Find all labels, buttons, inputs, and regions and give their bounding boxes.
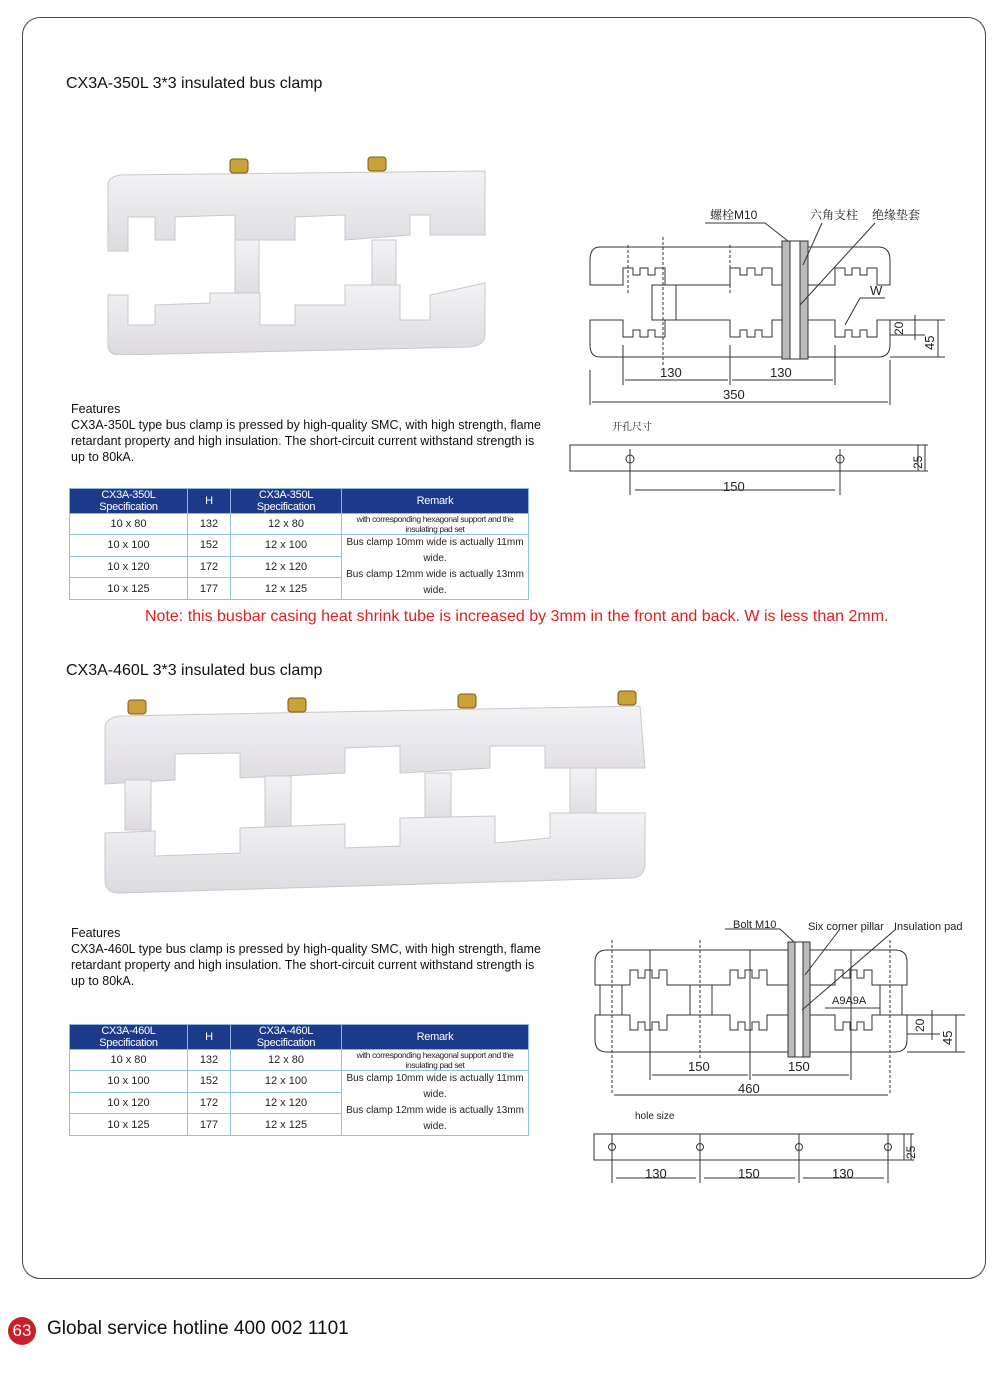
label-pillar: Six corner pillar xyxy=(808,921,884,933)
remark-line: Bus clamp 12mm wide is actually 13mm wide. xyxy=(346,569,524,596)
cell: 172 xyxy=(188,1092,231,1114)
bolt-icon xyxy=(230,157,386,173)
col-header: CX3A-460L Specification xyxy=(231,1025,342,1050)
col-header: H xyxy=(188,1025,231,1050)
col-header: CX3A-350L Specification xyxy=(70,489,188,514)
col-header: CX3A-460L Specification xyxy=(70,1025,188,1050)
dim-20: 20 xyxy=(913,1018,927,1032)
dim-130: 130 xyxy=(660,365,682,380)
product1-title: CX3A-350L 3*3 insulated bus clamp xyxy=(66,75,323,92)
product2-technical-drawing xyxy=(580,910,980,1195)
hole-size-label: 开孔尺寸 xyxy=(612,422,652,433)
hotline-text: Global service hotline 400 002 1101 xyxy=(47,1318,349,1339)
remark-cell xyxy=(342,535,529,600)
cell: 12 x 80 xyxy=(231,514,342,535)
clamp-body xyxy=(105,706,645,893)
note-text: Note: this busbar casing heat shrink tube is increased by 3mm in the front and back. W is less than 2mm. xyxy=(145,608,889,625)
label-pillar: 六角支柱 xyxy=(810,208,859,222)
remark-line: Bus clamp 10mm wide is actually 11mm wide. xyxy=(346,537,524,564)
product1-photo xyxy=(100,155,490,355)
cell: 10 x 125 xyxy=(70,1114,188,1136)
cell: 10 x 80 xyxy=(70,514,188,535)
dim-45: 45 xyxy=(940,1030,955,1045)
cell: 10 x 120 xyxy=(70,556,188,578)
hole-dim-130: 130 xyxy=(832,1166,854,1181)
hole-dim-150: 150 xyxy=(738,1166,760,1181)
label-pad: Insulation pad xyxy=(894,921,963,933)
col-header: H xyxy=(188,489,231,514)
product2-features xyxy=(71,925,546,989)
cell: 10 x 125 xyxy=(70,578,188,600)
features-label: Features xyxy=(71,402,121,416)
cell: 12 x 100 xyxy=(231,1071,342,1093)
cell: 177 xyxy=(188,578,231,600)
cell: 10 x 120 xyxy=(70,1092,188,1114)
label-a9a9a: A9A9A xyxy=(832,995,867,1007)
product1-spec-table xyxy=(69,488,529,600)
cell: 10 x 100 xyxy=(70,535,188,557)
product2-title: CX3A-460L 3*3 insulated bus clamp xyxy=(66,662,323,679)
cell: 12 x 125 xyxy=(231,578,342,600)
table-row xyxy=(70,514,529,535)
cell: 12 x 125 xyxy=(231,1114,342,1136)
dim-45: 45 xyxy=(922,335,937,350)
product1-features xyxy=(71,401,546,465)
cell: 172 xyxy=(188,556,231,578)
cell: 12 x 120 xyxy=(231,1092,342,1114)
dim-350: 350 xyxy=(723,387,745,402)
label-w: W xyxy=(870,283,883,298)
hole-dim-130: 130 xyxy=(645,1166,667,1181)
features-label: Features xyxy=(71,926,121,940)
cell: 132 xyxy=(188,1050,231,1071)
dim-20: 20 xyxy=(892,321,906,335)
hole-size-label: hole size xyxy=(635,1111,675,1122)
product1-technical-drawing xyxy=(560,205,960,505)
cell: 10 x 100 xyxy=(70,1071,188,1093)
remark-cell xyxy=(342,1071,529,1136)
clamp-body xyxy=(108,171,485,355)
remark-line: Bus clamp 10mm wide is actually 11mm wide. xyxy=(346,1073,524,1100)
cell: 12 x 100 xyxy=(231,535,342,557)
cell: 132 xyxy=(188,514,231,535)
dim-150: 150 xyxy=(788,1059,810,1074)
table-row xyxy=(70,1050,529,1071)
dim-130: 130 xyxy=(770,365,792,380)
table-row xyxy=(70,535,529,557)
cell: 10 x 80 xyxy=(70,1050,188,1071)
label-bolt: 螺栓M10 xyxy=(710,208,758,222)
dim-460: 460 xyxy=(738,1081,760,1096)
hole-dim-25: 25 xyxy=(904,1145,918,1159)
features-text: CX3A-350L type bus clamp is pressed by high-quality SMC, with high strength, flame retardant property and high insulation. The short-circuit current withstand strength is up to 80kA. xyxy=(71,418,541,464)
product2-spec-table xyxy=(69,1024,529,1136)
cell: 177 xyxy=(188,1114,231,1136)
features-text: CX3A-460L type bus clamp is pressed by high-quality SMC, with high strength, flame retardant property and high insulation. The short-circuit current withstand strength is up to 80kA. xyxy=(71,942,541,988)
label-bolt: Bolt M10 xyxy=(733,919,777,931)
col-header: CX3A-350L Specification xyxy=(231,489,342,514)
label-pad: 绝缘垫套 xyxy=(872,208,921,222)
cell: 152 xyxy=(188,535,231,557)
remark-cell: with corresponding hexagonal support and the insulating pad set xyxy=(342,1050,529,1071)
hole-dim-25: 25 xyxy=(911,455,925,469)
page-number-badge: 63 xyxy=(8,1317,36,1345)
dim-150: 150 xyxy=(688,1059,710,1074)
remark-line: Bus clamp 12mm wide is actually 13mm wide. xyxy=(346,1105,524,1132)
cell: 12 x 120 xyxy=(231,556,342,578)
table-row xyxy=(70,1071,529,1093)
cell: 12 x 80 xyxy=(231,1050,342,1071)
col-header: Remark xyxy=(342,1025,529,1050)
col-header: Remark xyxy=(342,489,529,514)
product2-photo xyxy=(95,688,650,898)
remark-cell: with corresponding hexagonal support and the insulating pad set xyxy=(342,514,529,535)
cell: 152 xyxy=(188,1071,231,1093)
hole-dim-150: 150 xyxy=(723,479,745,494)
